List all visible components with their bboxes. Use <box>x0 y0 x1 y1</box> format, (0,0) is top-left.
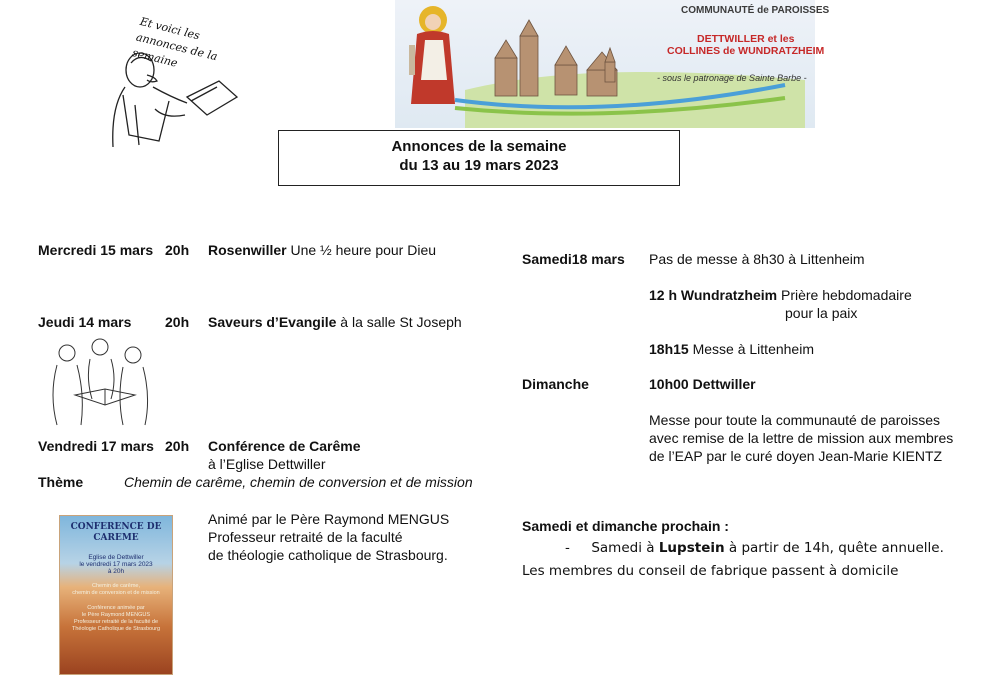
wed-time: 20h <box>165 242 190 258</box>
sat-day: Samedi18 mars <box>522 251 625 267</box>
sun-desc-line3: de l’EAP par le curé doyen Jean-Marie KIENTZ <box>649 448 943 464</box>
poster-l8: Professeur retraité de la faculté de <box>73 619 159 625</box>
poster-l7: le Père Raymond MENGUS <box>81 612 151 618</box>
speaker-line3: de théologie catholique de Strasbourg. <box>208 547 448 563</box>
sun-desc-line2: avec remise de la lettre de mission aux membres <box>649 430 954 446</box>
wed-place: Rosenwiller <box>208 242 287 258</box>
fri-place: Conférence de Carême <box>208 438 361 454</box>
sat-wundratzheim <box>649 287 912 303</box>
conference-poster <box>59 515 173 675</box>
theme-text: Chemin de carême, chemin de conversion et de mission <box>124 474 473 490</box>
thu-event <box>208 314 462 330</box>
speaker-line2: Professeur retraité de la faculté <box>208 529 403 545</box>
parish-name-line1: COMMUNAUTÉ de PAROISSES <box>681 5 830 16</box>
poster-l3: à 20h <box>107 568 125 575</box>
poster-l9: Théologie Catholique de Strasbourg <box>71 626 161 632</box>
sat2-time-place: 12 h Wundratzheim <box>649 287 778 303</box>
poster-l2: le vendredi 17 mars 2023 <box>79 561 153 568</box>
bullet-pre: Samedi à <box>591 540 655 556</box>
title-line2: du 13 au 19 mars 2023 <box>399 157 559 174</box>
parish-name-line2: DETTWILLER et les <box>697 33 795 45</box>
fri-text: à l’Eglise Dettwiller <box>208 456 326 472</box>
poster-l4: Chemin de carême, <box>92 583 140 589</box>
announcement-title-box <box>278 130 680 186</box>
sat3-time: 18h15 <box>649 341 689 357</box>
sat-littenheim <box>649 341 814 357</box>
sun-text: 10h00 Dettwiller <box>649 376 756 392</box>
parish-name-line3: COLLINES de WUNDRATZHEIM <box>667 45 825 57</box>
poster-title1: CONFERENCE DE <box>70 522 162 532</box>
thu-text: à la salle St Joseph <box>340 314 462 330</box>
speaker-line1: Animé par le Père Raymond MENGUS <box>208 511 450 527</box>
fri-time: 20h <box>165 438 190 454</box>
sat2-text1: Prière hebdomadaire <box>780 287 912 303</box>
parish-logo <box>395 0 815 128</box>
fri-day: Vendredi 17 mars <box>38 438 154 454</box>
sun-day: Dimanche <box>522 376 589 392</box>
singer-caption: Et voici les annonces de la semaine <box>130 14 219 70</box>
next-line: Les membres du conseil de fabrique passent à domicile <box>522 563 899 579</box>
poster-l1: Eglise de Dettwiller <box>88 554 144 561</box>
poster-title2: CAREME <box>93 533 139 543</box>
poster-l6: Conférence animée par <box>87 605 145 611</box>
next-heading: Samedi et dimanche prochain : <box>522 518 729 534</box>
sun-desc-line1: Messe pour toute la communauté de paroisses <box>649 412 941 428</box>
sat-text: Pas de messe à 8h30 à Littenheim <box>649 251 865 267</box>
bullet-place: Lupstein <box>658 540 725 556</box>
wed-text: Une ½ heure pour Dieu <box>290 242 437 258</box>
next-bullet <box>565 540 944 556</box>
bullet-dash: - <box>565 540 588 556</box>
sat3-text: Messe à Littenheim <box>692 341 814 357</box>
wed-day: Mercredi 15 mars <box>38 242 154 258</box>
poster-l5: chemin de conversion et de mission <box>72 590 160 596</box>
theme-label: Thème <box>38 474 84 490</box>
wed-event <box>208 242 436 258</box>
bible-reading-illustration <box>45 335 155 430</box>
thu-time: 20h <box>165 314 190 330</box>
bullet-post: à partir de 14h, quête annuelle. <box>728 540 944 556</box>
thu-day: Jeudi 14 mars <box>38 314 132 330</box>
thu-place: Saveurs d’Evangile <box>208 314 337 330</box>
parish-patronage: - sous le patronage de Sainte Barbe - <box>657 73 807 83</box>
sat2-text2: pour la paix <box>785 305 858 321</box>
title-line1: Annonces de la semaine <box>391 138 567 155</box>
